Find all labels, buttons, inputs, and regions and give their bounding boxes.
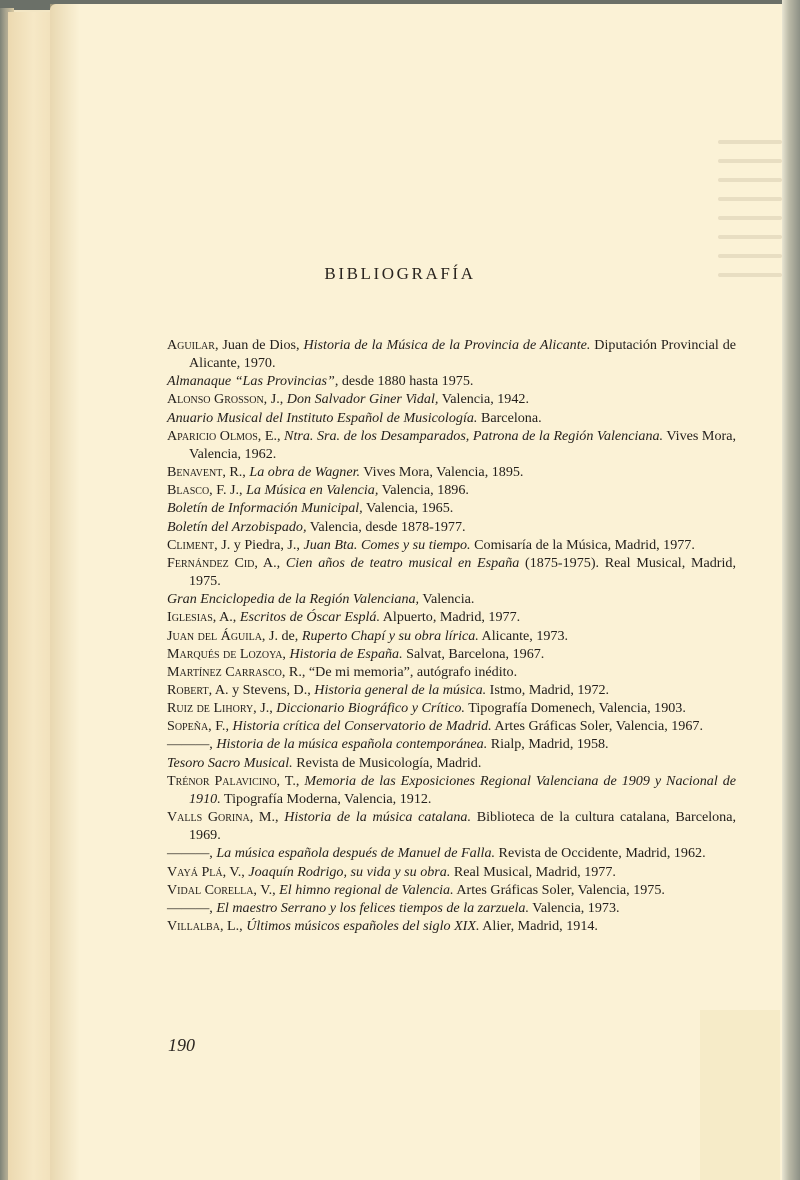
entry-title: Gran Enciclopedia de la Región Valenciana, <box>167 591 420 608</box>
entry-title: Historia crítica del Conservatorio de Madrid. <box>232 718 492 735</box>
entry-text: Valencia, 1973. <box>528 899 620 916</box>
entry-title: Historia de la música española contemporánea. <box>216 736 488 753</box>
bibliography-entry <box>167 409 736 427</box>
entry-title: Ruperto Chapí y su obra lírica. <box>301 627 479 644</box>
underlying-page-edge <box>8 12 52 1180</box>
entry-text: J., <box>267 391 287 408</box>
bibliography-entry <box>167 499 736 517</box>
entry-text: Tipografía Domenech, Valencia, 1903. <box>464 700 686 717</box>
entry-title: Cien años de teatro musical en España <box>285 554 520 571</box>
scanner-right-edge <box>782 0 800 1180</box>
entry-text: Real Musical, Madrid, 1977. <box>450 863 616 880</box>
entry-author: Juan del Águila, <box>167 627 266 644</box>
entry-text: V., <box>226 863 249 880</box>
entry-title: Joaquín Rodrigo, su vida y su obra. <box>248 863 451 880</box>
entry-text: Alicante, 1973. <box>478 627 569 644</box>
page-gutter-shadow <box>50 4 80 1180</box>
bibliography-entry <box>167 463 736 481</box>
page-number: 190 <box>168 1035 195 1055</box>
bibliography-entry <box>167 863 736 881</box>
entry-text: Diputación Provincial de Alicante, 1970. <box>189 337 736 372</box>
bibliography-entry <box>167 645 736 663</box>
paper-stain <box>700 1010 780 1180</box>
entry-author: Villalba, <box>167 918 224 934</box>
entry-text: V., <box>256 881 280 898</box>
entry-title: Don Salvador Giner Vidal, <box>286 391 439 408</box>
entry-author: Iglesias, <box>167 609 217 626</box>
bibliography-entry <box>167 481 736 499</box>
entry-title: Anuario Musical del Instituto Español de Musicología. <box>167 409 478 426</box>
bibliography-entry <box>167 536 736 554</box>
entry-title: Últimos músicos españoles del siglo XIX. <box>246 918 480 934</box>
entry-text: , desde 1880 hasta 1975. <box>334 373 474 390</box>
entry-title: La obra de Wagner. <box>249 464 361 481</box>
entry-author: Aparicio Olmos, <box>167 427 262 444</box>
entry-title: Tesoro Sacro Musical. <box>167 754 293 771</box>
entry-text: R., <box>285 663 309 680</box>
entry-text: ———, <box>167 845 217 862</box>
entry-title: La música española después de Manuel de Falla. <box>216 845 496 862</box>
entry-title: La Música en Valencia, <box>246 482 379 499</box>
bibliography-entry <box>167 372 736 390</box>
entry-text: Rialp, Madrid, 1958. <box>487 736 609 753</box>
bibliography-list <box>167 336 736 935</box>
entry-text: Salvat, Barcelona, 1967. <box>402 645 545 662</box>
bibliography-entry <box>167 772 736 808</box>
bibliography-entry <box>167 427 736 463</box>
entry-title: Historia de la música catalana. <box>284 809 471 826</box>
entry-text: Valencia, 1965. <box>362 500 454 517</box>
entry-text: F., <box>211 718 233 735</box>
entry-title: Almanaque “Las Provincias” <box>167 373 335 390</box>
entry-title: Juan Bta. Comes y su tiempo. <box>303 536 471 553</box>
bibliography-entry <box>167 808 736 844</box>
bibliography-entry <box>167 627 736 645</box>
bibliography-entry <box>167 663 736 681</box>
entry-author: Valls Gorina, <box>167 809 254 826</box>
entry-title: El himno regional de Valencia. <box>279 881 454 898</box>
entry-text: A. y Stevens, D., <box>212 681 315 698</box>
entry-title: Historia de la Música de la Provincia de Alicante. <box>303 337 591 353</box>
entry-author: Sopeña, <box>167 718 212 735</box>
entry-text: Alier, Madrid, 1914. <box>479 918 598 934</box>
entry-title: Ntra. Sra. de los Desamparados, Patrona de la Región Valenciana. <box>284 427 664 444</box>
bibliography-entry <box>167 590 736 608</box>
entry-author: Alonso Grosson, <box>167 391 268 408</box>
entry-author: Marqués de Lozoya, <box>167 645 286 662</box>
bibliography-entry <box>167 554 736 590</box>
bibliography-entry <box>167 899 736 917</box>
entry-text: (1875-1975). Real Musical, Madrid, 1975. <box>189 554 736 590</box>
page-title: BIBLIOGRAFÍA <box>324 264 476 283</box>
entry-text: ———, <box>167 899 217 916</box>
entry-author: Vidal Corella, <box>167 881 257 898</box>
entry-author: Trénor Palavicino, <box>167 772 281 789</box>
entry-author: Aguilar, <box>167 337 219 353</box>
entry-title: Memoria de las Exposiciones Regional Valenciana de 1909 y Nacional de 1910. <box>189 772 736 807</box>
entry-text: J. de, <box>265 627 302 644</box>
entry-text: T., <box>280 772 305 789</box>
entry-title: Boletín de Información Municipal, <box>167 500 363 517</box>
entry-text: ———, <box>167 736 217 753</box>
entry-text: Valencia. <box>419 591 475 608</box>
bibliography-entry <box>167 608 736 626</box>
bibliography-entry <box>167 681 736 699</box>
bibliography-entry <box>167 754 736 772</box>
entry-text: J. y Piedra, J., <box>217 536 304 553</box>
entry-text: Istmo, Madrid, 1972. <box>486 681 610 698</box>
bibliography-entry <box>167 336 736 372</box>
entry-text: Vives Mora, Valencia, 1962. <box>189 427 736 462</box>
entry-text: R., <box>225 464 250 481</box>
entry-text: Barcelona. <box>477 409 542 426</box>
entry-text: E., <box>261 427 285 444</box>
bibliography-entry <box>167 699 736 717</box>
entry-title: Diccionario Biográfico y Crítico. <box>276 700 465 717</box>
entry-text: Revista de Musicología, Madrid. <box>292 754 482 771</box>
entry-text: Alpuerto, Madrid, 1977. <box>380 609 521 626</box>
entry-text: Revista de Occidente, Madrid, 1962. <box>495 845 706 862</box>
bibliography-entry <box>167 735 736 753</box>
bibliography-entry <box>167 717 736 735</box>
entry-text: Valencia, 1896. <box>378 482 469 499</box>
bibliography-entry <box>167 844 736 862</box>
entry-author: Blasco, <box>167 482 213 499</box>
entry-author: Climent, <box>167 536 218 553</box>
entry-author: Ruiz de Lihory, <box>167 700 257 717</box>
entry-author: Martínez Carrasco, <box>167 663 286 680</box>
bibliography-entry <box>167 390 736 408</box>
entry-author: Robert, <box>167 681 213 698</box>
entry-text: Tipografía Moderna, Valencia, 1912. <box>220 790 432 807</box>
entry-author: Fernández Cid, <box>167 554 258 571</box>
entry-text: L., <box>223 918 247 934</box>
entry-text: J., <box>256 700 277 717</box>
entry-text: Artes Gráficas Soler, Valencia, 1967. <box>491 718 703 735</box>
entry-title: Escritos de Óscar Esplá. <box>239 609 380 626</box>
entry-text: Valencia, 1942. <box>438 391 529 408</box>
entry-text: Biblioteca de la cultura catalana, Barcelona, 1969. <box>189 809 736 844</box>
bibliography-entry <box>167 518 736 536</box>
entry-text: F. J., <box>212 482 247 499</box>
entry-author: Benavent, <box>167 464 226 481</box>
entry-title: Historia general de la música. <box>314 681 487 698</box>
bibliography-entry <box>167 917 736 935</box>
entry-author: Vayá Plá, <box>167 863 227 880</box>
entry-title: Historia de España. <box>289 645 403 662</box>
entry-text: A., <box>216 609 240 626</box>
entry-text: Artes Gráficas Soler, Valencia, 1975. <box>453 881 665 898</box>
bibliography-entry <box>167 881 736 899</box>
entry-text: Juan de Dios, <box>218 337 304 353</box>
entry-text: Vives Mora, Valencia, 1895. <box>360 464 524 481</box>
entry-text: Valencia, desde 1878-1977. <box>306 518 466 535</box>
entry-text: Comisaría de la Música, Madrid, 1977. <box>470 536 695 553</box>
entry-title: Boletín del Arzobispado, <box>167 518 307 535</box>
entry-text: M., <box>253 809 285 826</box>
entry-text: “De mi memoria”, autógrafo inédito. <box>308 663 518 680</box>
entry-title: El maestro Serrano y los felices tiempos de la zarzuela. <box>216 899 529 916</box>
entry-text: A., <box>257 554 286 571</box>
